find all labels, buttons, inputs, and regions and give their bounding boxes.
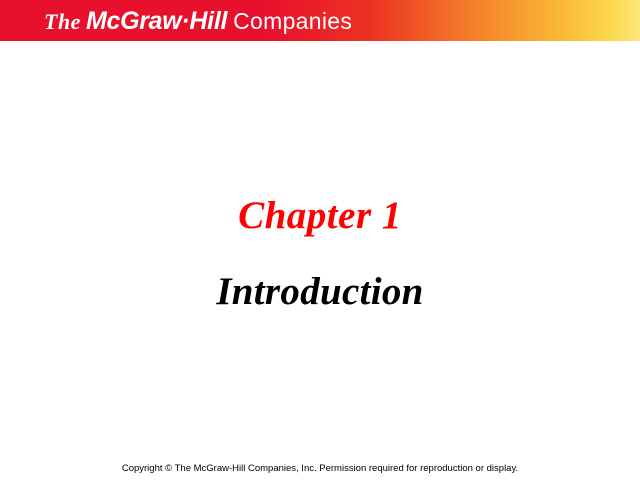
title-block — [0, 196, 640, 314]
copyright-footer: Copyright © The McGraw-Hill Companies, Inc. Permission required for reproduction or display. — [121, 463, 519, 474]
chapter-title: Chapter 1 — [238, 194, 402, 237]
logo-word-companies: Companies — [233, 8, 353, 34]
mcgraw-hill-banner — [0, 0, 640, 41]
logo-word-mcgraw-hill: McGraw·Hill — [85, 7, 228, 35]
logo-word-the: The — [44, 9, 81, 34]
mcgraw-hill-logo — [44, 7, 352, 36]
banner-divider — [0, 41, 640, 43]
chapter-subtitle: Introduction — [216, 269, 424, 313]
